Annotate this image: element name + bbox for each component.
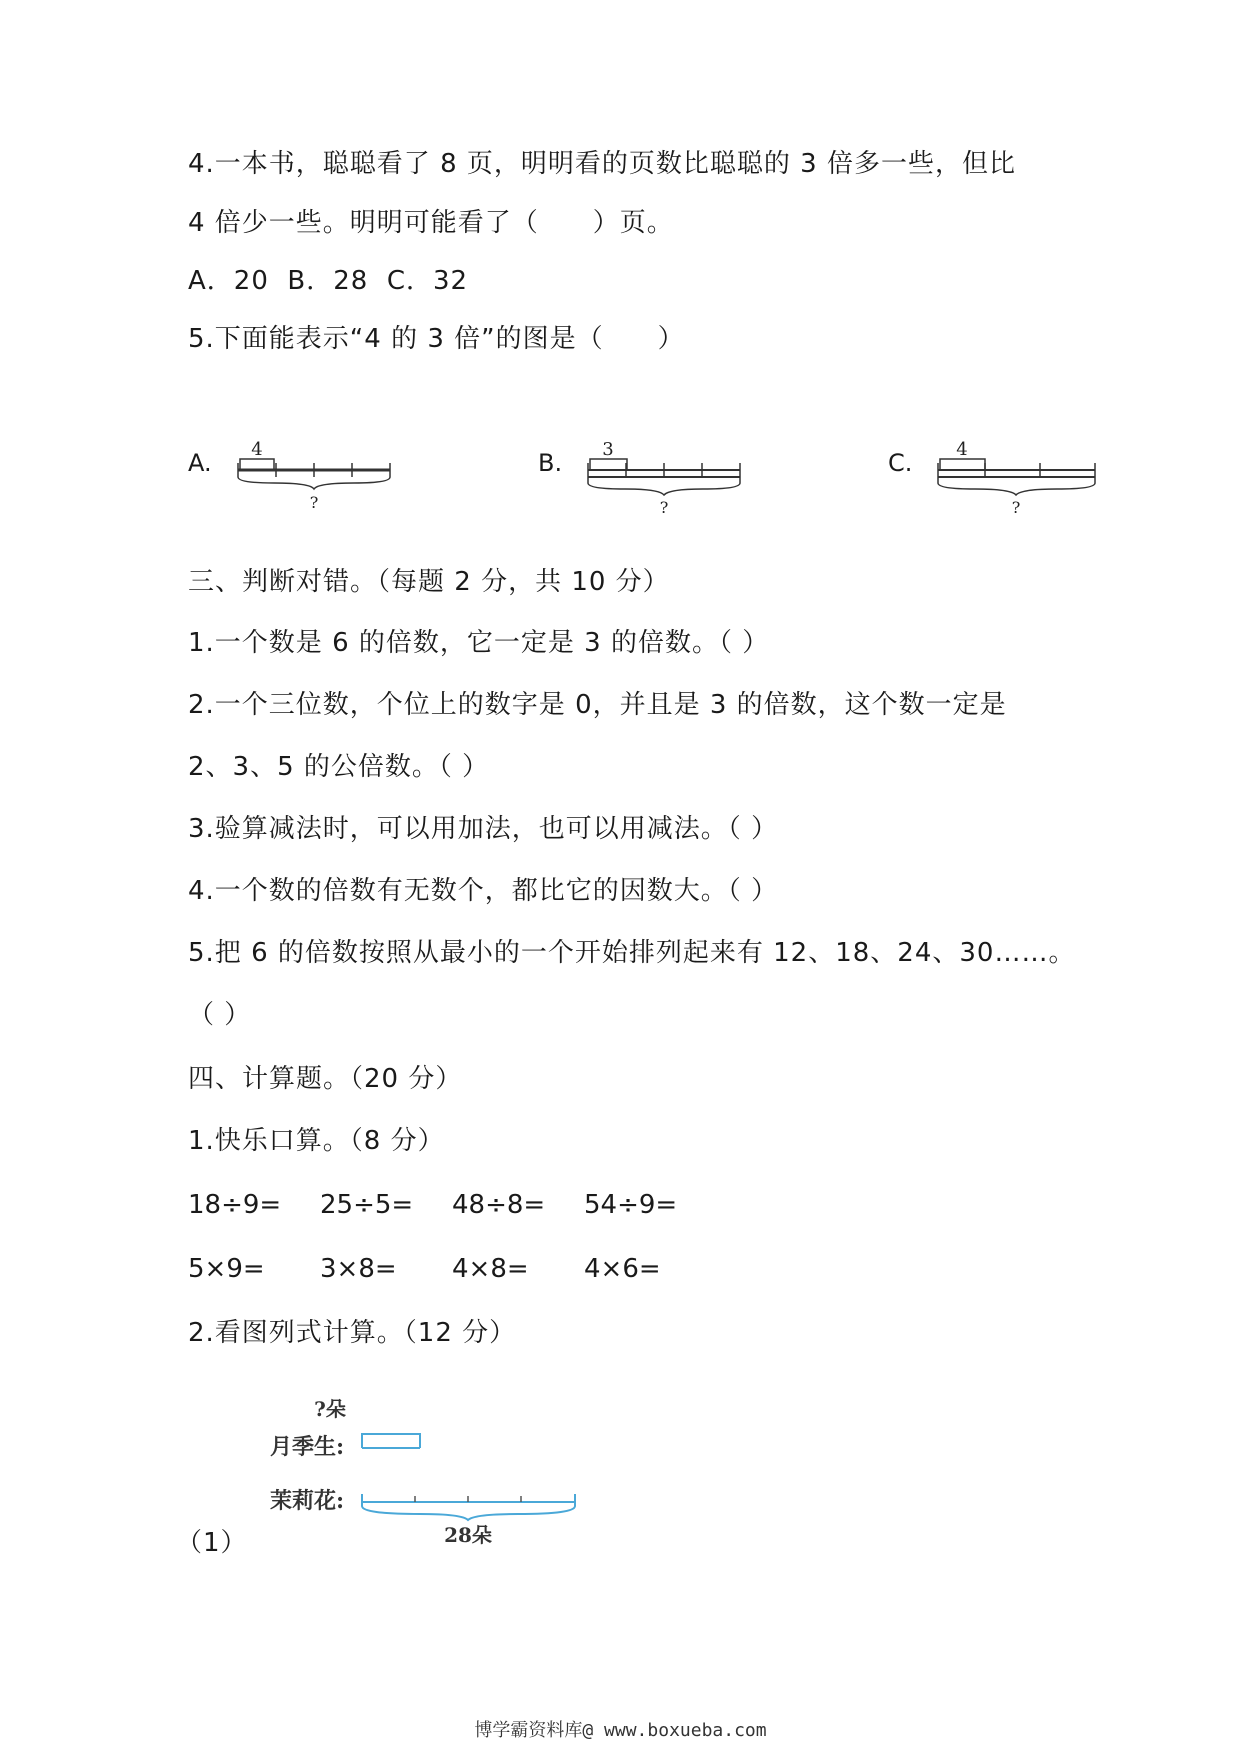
q5-b-brace: [588, 483, 740, 495]
q4-line1: 4.一本书，聪聪看了 8 页，明明看的页数比聪聪的 3 倍多一些，但比: [188, 149, 1016, 179]
q5-c-brace: [938, 483, 1095, 495]
q5-option-a-label: A.: [188, 449, 212, 477]
figure-label-bottom: 茉莉花:: [270, 1488, 345, 1514]
footer-watermark: 博学霸资料库@ www.boxueba.com: [474, 1720, 767, 1741]
section4-sub1: 1.快乐口算。（8 分）: [188, 1126, 445, 1156]
figure-item-label: （1）: [176, 1528, 248, 1558]
section3-item-2-line2: 2、3、5 的公倍数。（ ）: [188, 752, 490, 782]
calc-item: 5×9=: [188, 1254, 265, 1284]
calc-item: 25÷5=: [320, 1190, 414, 1220]
section3-title: 三、判断对错。（每题 2 分，共 10 分）: [188, 567, 670, 597]
calc-item: 48÷8=: [452, 1190, 546, 1220]
figure-bottom-brace: [362, 1506, 575, 1520]
calc-item: 54÷9=: [584, 1190, 678, 1220]
section3-item-5-line1: 5.把 6 的倍数按照从最小的一个开始排列起来有 12、18、24、30……。: [188, 938, 1076, 968]
q4-options: A．20 B．28 C．32: [188, 266, 469, 296]
section4-sub2: 2.看图列式计算。（12 分）: [188, 1318, 517, 1348]
section3-item-2-line1: 2.一个三位数，个位上的数字是 0，并且是 3 的倍数，这个数一定是: [188, 690, 1007, 720]
section3-item-4: 4.一个数的倍数有无数个，都比它的因数大。（ ）: [188, 876, 779, 906]
q5-option-b-diagram: [585, 425, 755, 520]
q5-option-c-diagram: [935, 425, 1105, 520]
q5-b-box-value: 3: [602, 439, 614, 460]
q5-option-b-label: B.: [538, 449, 563, 477]
q5-option-c-label: C.: [888, 449, 913, 477]
q5-c-total: ?: [1011, 498, 1021, 517]
q5-a-total: ?: [309, 493, 319, 512]
q5-c-box-bracket: [940, 459, 985, 469]
q5-option-a-diagram: [234, 425, 404, 520]
q5-c-box-value: 4: [956, 439, 968, 460]
figure-total-label: 28朵: [444, 1523, 492, 1547]
calc-item: 4×6=: [584, 1254, 661, 1284]
q4-line2: 4 倍少一些。明明可能看了（ ）页。: [188, 208, 674, 238]
figure-question-label: ?朵: [314, 1398, 346, 1421]
section3-item-5-line2: （ ）: [188, 1000, 252, 1030]
calc-item: 3×8=: [320, 1254, 397, 1284]
q5-a-box-value: 4: [251, 439, 263, 460]
q5-b-box-bracket: [590, 459, 627, 469]
section3-item-3: 3.验算减法时，可以用加法，也可以用减法。（ ）: [188, 814, 779, 844]
section4-title: 四、计算题。（20 分）: [188, 1064, 463, 1094]
q5-stem: 5.下面能表示“4 的 3 倍”的图是（ ）: [188, 324, 685, 354]
q5-a-box-bracket: [240, 459, 274, 469]
calc-item: 4×8=: [452, 1254, 529, 1284]
calc-item: 18÷9=: [188, 1190, 282, 1220]
flower-bar-figure: [270, 1398, 600, 1548]
q5-b-total: ?: [659, 498, 669, 517]
figure-top-bracket: [362, 1434, 420, 1444]
q5-a-brace: [238, 477, 390, 489]
figure-label-top: 月季生:: [270, 1434, 345, 1460]
section3-item-1: 1.一个数是 6 的倍数，它一定是 3 的倍数。（ ）: [188, 628, 770, 658]
